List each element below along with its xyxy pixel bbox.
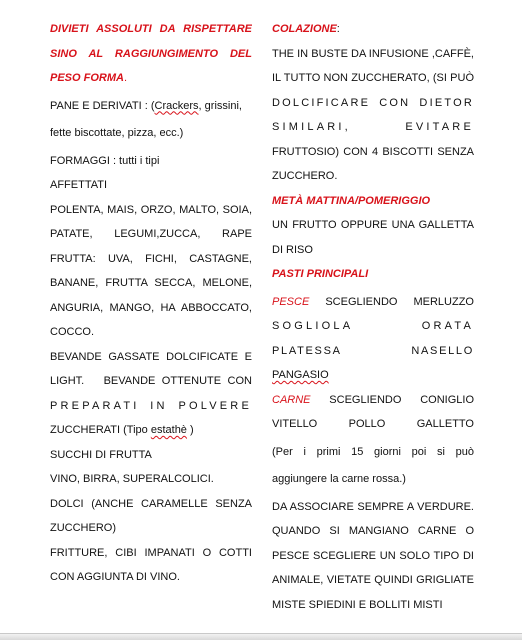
- carne-text: SCEGLIENDO CONIGLIO: [310, 393, 474, 406]
- divieti-heading-line-1: DIVIETI ASSOLUTI DA RISPETTARE: [50, 23, 252, 35]
- associare-line-1: DA ASSOCIARE SEMPRE A VERDURE.: [272, 500, 474, 513]
- divieti-heading-line-3: [50, 66, 252, 91]
- pane-line-2: fette biscottate, pizza, ecc.): [50, 127, 184, 139]
- frutta-line-1: FRUTTA: UVA, FICHI, CASTAGNE,: [50, 252, 252, 265]
- frutta-line-4: COCCO.: [50, 326, 94, 338]
- zuccherati-text: ZUCCHERATI (Tipo: [50, 424, 151, 436]
- dolci-line-1: DOLCI (ANCHE CARAMELLE SENZA: [50, 497, 252, 510]
- colazione-line-1: THE IN BUSTE DA INFUSIONE ,CAFFÈ,: [272, 47, 474, 60]
- colazione-line-3: DOLCIFICARE CON DIETOR: [272, 96, 474, 109]
- meta-mattina-heading: METÀ MATTINA/POMERIGGIO: [272, 194, 431, 207]
- affettati-line: AFFETTATI: [50, 179, 108, 191]
- right-column: [272, 17, 474, 617]
- frutta-line-3: ANGURIA, MANGO, HA ABBOCCATO,: [50, 301, 252, 314]
- divieti-heading-text: PESO FORMA: [50, 72, 124, 84]
- pesce-line-4: [272, 363, 474, 388]
- dolci-line-2: ZUCCHERO): [50, 522, 116, 534]
- meta-line-1: UN FRUTTO OPPURE UNA GALLETTA: [272, 219, 474, 231]
- carne-line-3: (Per i primi 15 giorni poi si può: [272, 445, 474, 458]
- formaggi-line: FORMAGGI : tutti i tipi: [50, 154, 160, 167]
- colazione-line-2: IL TUTTO NON ZUCCHERATO, (SI PUÒ: [272, 72, 474, 84]
- colazione-colon: :: [336, 23, 340, 35]
- bevande-line-4: [50, 418, 252, 443]
- succhi-line: SUCCHI DI FRUTTA: [50, 448, 152, 461]
- polenta-line-1: POLENTA, MAIS, ORZO, MALTO, SOIA,: [50, 203, 252, 216]
- pane-text-b: , grissini,: [198, 99, 242, 112]
- divieti-heading-period: .: [123, 72, 128, 84]
- associare-line-3: PESCE SCEGLIERE UN SOLO TIPO DI: [272, 549, 474, 562]
- colazione-heading: [272, 17, 474, 42]
- associare-line-5: MISTE SPIEDINI E BOLLITI MISTI: [272, 598, 443, 611]
- bevande-line-1: BEVANDE GASSATE DOLCIFICATE E: [50, 350, 252, 363]
- colazione-line-6: ZUCCHERO.: [272, 170, 338, 182]
- carne-line-4: aggiungere la carne rossa.): [272, 473, 406, 485]
- divieti-heading-line-2: SINO AL RAGGIUNGIMENTO DEL: [50, 47, 252, 60]
- pangasio-word: PANGASIO: [272, 369, 329, 381]
- vino-line: VINO, BIRRA, SUPERALCOLICI.: [50, 473, 214, 485]
- associare-line-2: QUANDO SI MANGIANO CARNE O: [272, 525, 474, 537]
- polenta-line-2: PATATE, LEGUMI,ZUCCA, RAPE: [50, 228, 252, 240]
- pesce-text: SCEGLIENDO MERLUZZO: [309, 295, 474, 308]
- pesce-line-1: [272, 290, 474, 315]
- meta-line-2: DI RISO: [272, 243, 313, 256]
- fritture-line-1: FRITTURE, CIBI IMPANATI O COTTI: [50, 546, 252, 559]
- bevande-line-2: LIGHT. BEVANDE OTTENUTE CON: [50, 375, 252, 387]
- pane-line-1: [50, 94, 252, 119]
- bevande-line-3: PREPARATI IN POLVERE: [50, 399, 252, 412]
- associare-line-4: ANIMALE, VIETATE QUINDI GRIGLIATE: [272, 574, 474, 586]
- pasti-principali-heading: PASTI PRINCIPALI: [272, 268, 369, 280]
- zuccherati-close: ): [186, 424, 194, 436]
- pane-text-a: PANE E DERIVATI : (: [50, 99, 155, 112]
- pesce-line-3: PLATESSA NASELLO: [272, 344, 474, 357]
- estathe-word: estathè: [150, 424, 187, 436]
- colazione-heading-text: COLAZIONE: [272, 23, 337, 35]
- crackers-word: Crackers: [154, 99, 199, 112]
- pesce-label: PESCE: [272, 295, 310, 308]
- left-column: [50, 17, 252, 590]
- carne-line-2: VITELLO POLLO GALLETTO: [272, 418, 474, 430]
- frutta-line-2: BANANE, FRUTTA SECCA, MELONE,: [50, 277, 252, 289]
- pesce-line-2: SOGLIOLA ORATA: [272, 320, 474, 332]
- colazione-line-4: SIMILARI, EVITARE: [272, 121, 474, 133]
- fritture-line-2: CON AGGIUNTA DI VINO.: [50, 571, 180, 583]
- carne-line-1: [272, 388, 474, 413]
- colazione-line-5: FRUTTOSIO) CON 4 BISCOTTI SENZA: [272, 145, 474, 158]
- carne-label: CARNE: [272, 393, 311, 406]
